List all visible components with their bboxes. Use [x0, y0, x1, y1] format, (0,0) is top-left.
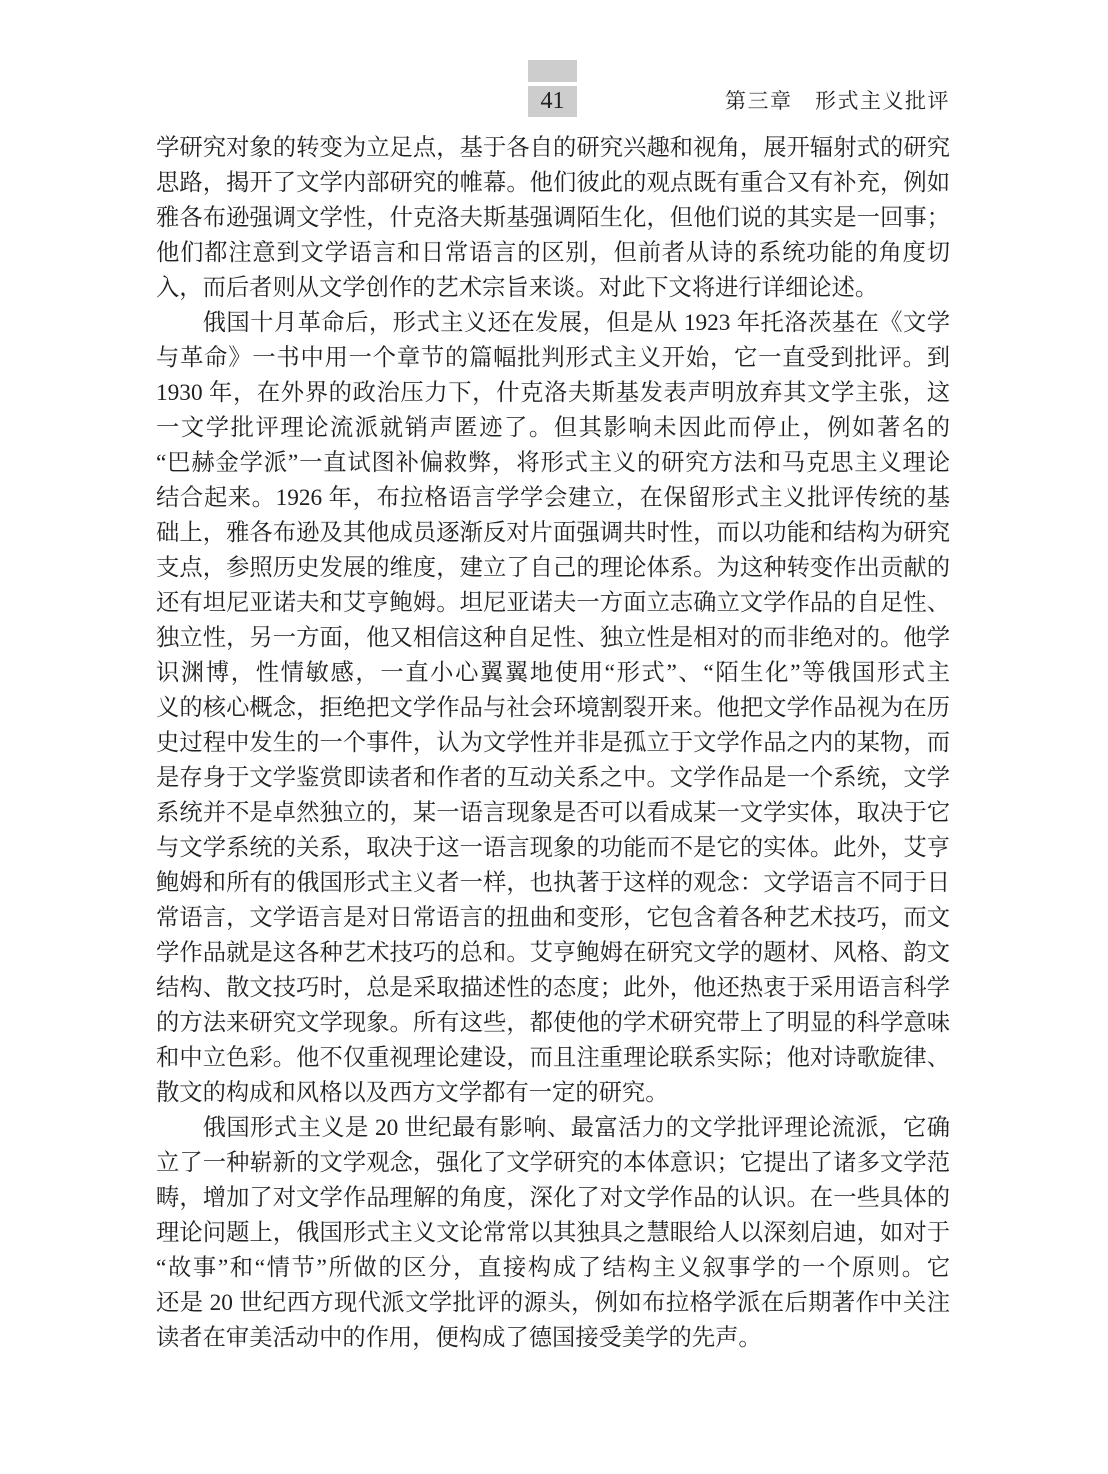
text-line: 与文学系统的关系，取决于这一语言现象的功能而不是它的实体。此外，艾亨 — [156, 835, 950, 861]
text-line: 独立性，另一方面，他又相信这种自足性、独立性是相对的而非绝对的。他学 — [156, 625, 950, 651]
text-line: 础上，雅各布逊及其他成员逐渐反对片面强调共时性，而以功能和结构为研究 — [156, 520, 950, 546]
text-line: 还是 20 世纪西方现代派文学批评的源头，例如布拉格学派在后期著作中关注 — [156, 1290, 950, 1316]
text-line: 史过程中发生的一个事件，认为文学性并非是孤立于文学作品之内的某物，而 — [156, 730, 950, 756]
text-line: 俄国十月革命后，形式主义还在发展，但是从 1923 年托洛茨基在《文学 — [202, 310, 950, 336]
text-line: 识渊博，性情敏感，一直小心翼翼地使用“形式”、“陌生化”等俄国形式主 — [156, 660, 950, 686]
text-line: 他们都注意到文学语言和日常语言的区别，但前者从诗的系统功能的角度切 — [156, 240, 950, 266]
text-line: 俄国形式主义是 20 世纪最有影响、最富活力的文学批评理论流派，它确 — [202, 1115, 950, 1141]
text-line: 思路，揭开了文学内部研究的帷幕。他们彼此的观点既有重合又有补充，例如 — [156, 170, 950, 196]
header-decoration-box — [528, 60, 577, 82]
text-line: 入，而后者则从文学创作的艺术宗旨来谈。对此下文将进行详细论述。 — [156, 275, 879, 301]
text-line: 学研究对象的转变为立足点，基于各自的研究兴趣和视角，展开辐射式的研究 — [156, 135, 950, 161]
text-line: 散文的构成和风格以及西方文学都有一定的研究。 — [156, 1080, 669, 1106]
text-line: 是存身于文学鉴赏即读者和作者的互动关系之中。文学作品是一个系统，文学 — [156, 765, 950, 791]
text-line: 1930 年，在外界的政治压力下，什克洛夫斯基发表声明放弃其文学主张，这 — [156, 380, 950, 406]
text-line: 义的核心概念，拒绝把文学作品与社会环境割裂开来。他把文学作品视为在历 — [156, 695, 950, 721]
text-line: 与革命》一书中用一个章节的篇幅批判形式主义开始，它一直受到批评。到 — [156, 345, 950, 371]
chapter-title: 第三章 形式主义批评 — [725, 89, 950, 113]
text-line: 还有坦尼亚诺夫和艾亨鲍姆。坦尼亚诺夫一方面立志确立文学作品的自足性、 — [156, 590, 950, 616]
text-line: 一文学批评理论流派就销声匿迹了。但其影响未因此而停止，例如著名的 — [156, 415, 950, 441]
body-text — [156, 131, 950, 1356]
text-line: 结合起来。1926 年，布拉格语言学学会建立，在保留形式主义批评传统的基 — [156, 485, 950, 511]
text-line: 系统并不是卓然独立的，某一语言现象是否可以看成某一文学实体，取决于它 — [156, 800, 950, 826]
text-line: 畴，增加了对文学作品理解的角度，深化了对文学作品的认识。在一些具体的 — [156, 1185, 950, 1211]
text-line: “巴赫金学派”一直试图补偏救弊，将形式主义的研究方法和马克思主义理论 — [156, 450, 950, 476]
text-line: 鲍姆和所有的俄国形式主义者一样，也执著于这样的观念：文学语言不同于日 — [156, 870, 950, 896]
text-line: 常语言，文学语言是对日常语言的扭曲和变形，它包含着各种艺术技巧，而文 — [156, 905, 950, 931]
text-line: 理论问题上，俄国形式主义文论常常以其独具之慧眼给人以深刻启迪，如对于 — [156, 1220, 950, 1246]
page-number-box: 41 — [528, 86, 577, 117]
text-line: 雅各布逊强调文学性，什克洛夫斯基强调陌生化，但他们说的其实是一回事； — [156, 205, 950, 231]
text-line: 和中立色彩。他不仅重视理论建设，而且注重理论联系实际；他对诗歌旋律、 — [156, 1045, 950, 1071]
text-line: 读者在审美活动中的作用，便构成了德国接受美学的先声。 — [156, 1325, 762, 1351]
text-line: 结构、散文技巧时，总是采取描述性的态度；此外，他还热衷于采用语言科学 — [156, 975, 950, 1001]
text-line: 立了一种崭新的文学观念，强化了文学研究的本体意识；它提出了诸多文学范 — [156, 1150, 950, 1176]
text-line: 学作品就是这各种艺术技巧的总和。艾亨鲍姆在研究文学的题材、风格、韵文 — [156, 940, 950, 966]
text-line: “故事”和“情节”所做的区分，直接构成了结构主义叙事学的一个原则。它 — [156, 1255, 950, 1281]
text-line: 支点，参照历史发展的维度，建立了自己的理论体系。为这种转变作出贡献的 — [156, 555, 950, 581]
text-line: 的方法来研究文学现象。所有这些，都使他的学术研究带上了明显的科学意味 — [156, 1010, 950, 1036]
